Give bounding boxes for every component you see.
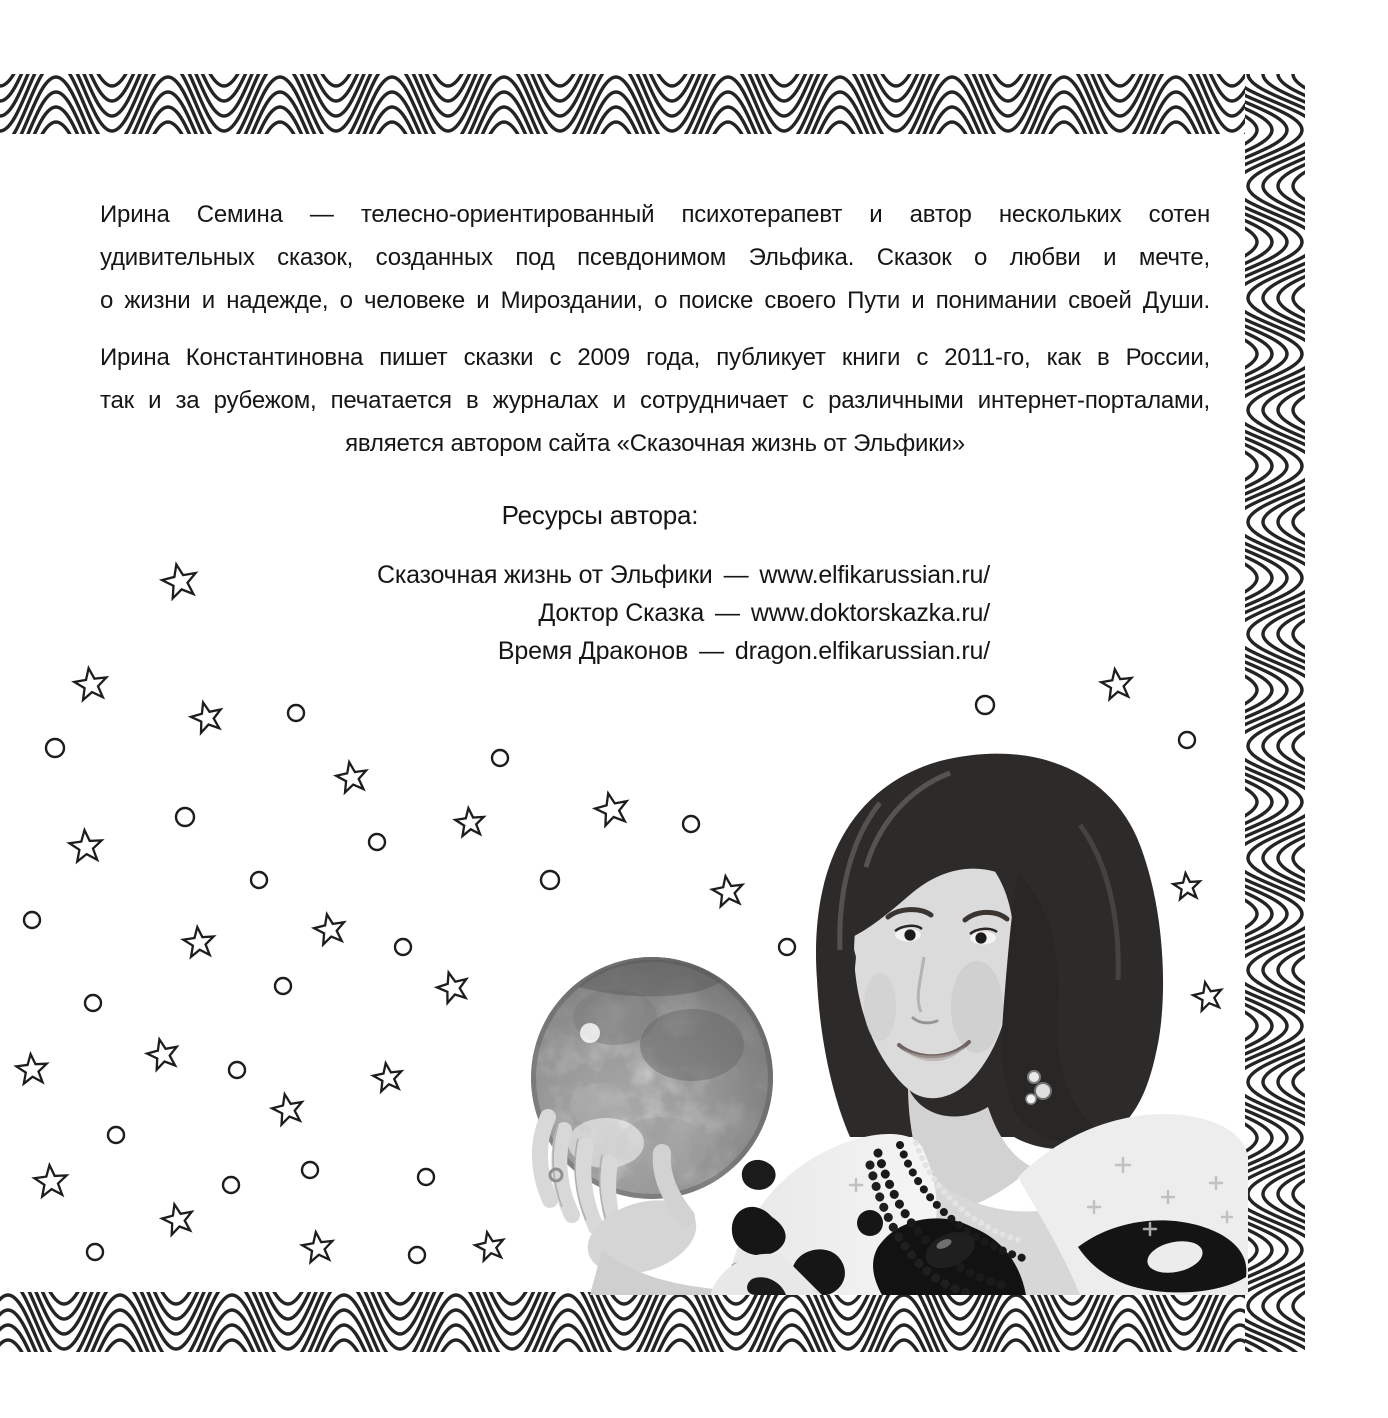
star-decoration	[183, 927, 213, 957]
dash-separator: —	[715, 599, 740, 627]
circle-decoration	[223, 1177, 239, 1193]
resource-url-link[interactable]: dragon.elfikarussian.ru/	[734, 637, 990, 665]
star-decoration	[191, 703, 221, 733]
circle-decoration	[492, 750, 508, 766]
resource-name: Сказочная жизнь от Эльфики	[376, 561, 713, 589]
resources-list	[377, 556, 990, 670]
circle-decoration	[85, 995, 101, 1011]
circle-decoration	[46, 739, 64, 757]
resource-url-link[interactable]: www.doktorskazka.ru/	[750, 599, 990, 627]
paragraph-line: Ирина Константиновна пишет сказки с 2009 года, публикует книги с 2011-го, как в России,	[100, 344, 1210, 371]
star-decoration	[373, 1063, 401, 1091]
wave-border-top	[0, 74, 1245, 134]
resource-url-link[interactable]: www.elfikarussian.ru/	[759, 561, 990, 589]
paragraph-line: удивительных сказок, созданных под псевдонимом Эльфика. Сказок о любви и мечте,	[100, 244, 1210, 271]
resource-item	[377, 556, 990, 594]
star-decoration	[475, 1232, 503, 1260]
star-decoration	[147, 1039, 177, 1069]
star-decoration	[314, 914, 344, 944]
star-decoration	[336, 762, 366, 792]
star-decoration	[162, 1204, 192, 1234]
circle-decoration	[176, 808, 194, 826]
wave-border-bottom	[0, 1292, 1245, 1352]
star-decoration	[302, 1232, 332, 1262]
star-decoration	[74, 668, 106, 700]
resource-item	[377, 632, 990, 670]
circle-decoration	[369, 834, 385, 850]
paragraph-line: Ирина Семина — телесно-ориентированный психотерапевт и автор нескольких сотен	[100, 201, 1210, 228]
circle-decoration	[302, 1162, 318, 1178]
circle-decoration	[976, 696, 994, 714]
circle-decoration	[395, 939, 411, 955]
star-decoration	[437, 973, 466, 1003]
paragraph-line: о жизни и надежде, о человеке и Мироздании, о поиске своего Пути и понимании своей Души.	[100, 287, 1210, 314]
author-photo	[520, 745, 1250, 1295]
circle-decoration	[229, 1062, 245, 1078]
circle-decoration	[108, 1127, 124, 1143]
dash-separator: —	[699, 637, 724, 665]
paragraph-line: так и за рубежом, печатается в журналах и сотрудничает с различными интернет-порталами,	[100, 387, 1210, 414]
resource-item	[377, 594, 990, 632]
about-author-paragraph-2	[100, 336, 1210, 465]
circle-decoration	[288, 705, 304, 721]
star-decoration	[455, 808, 483, 836]
circle-decoration	[87, 1244, 103, 1260]
resources-heading: Ресурсы автора:	[501, 500, 699, 530]
star-decoration	[34, 1165, 66, 1197]
star-decoration	[162, 564, 196, 598]
about-author-paragraph-1	[100, 193, 1210, 322]
circle-decoration	[251, 872, 267, 888]
resource-name: Доктор Сказка	[538, 599, 705, 627]
star-decoration	[272, 1094, 302, 1124]
resource-name: Время Драконов	[497, 637, 689, 665]
circle-decoration	[275, 978, 291, 994]
circle-decoration	[24, 912, 40, 928]
circle-decoration	[418, 1169, 434, 1185]
star-decoration	[1101, 669, 1131, 699]
circle-decoration	[409, 1247, 425, 1263]
dash-separator: —	[723, 561, 749, 589]
star-decoration	[69, 830, 101, 862]
wave-border-right	[1245, 74, 1305, 1352]
star-decoration	[16, 1054, 46, 1084]
paragraph-line: является автором сайта «Сказочная жизнь от Эльфики»	[345, 430, 965, 457]
